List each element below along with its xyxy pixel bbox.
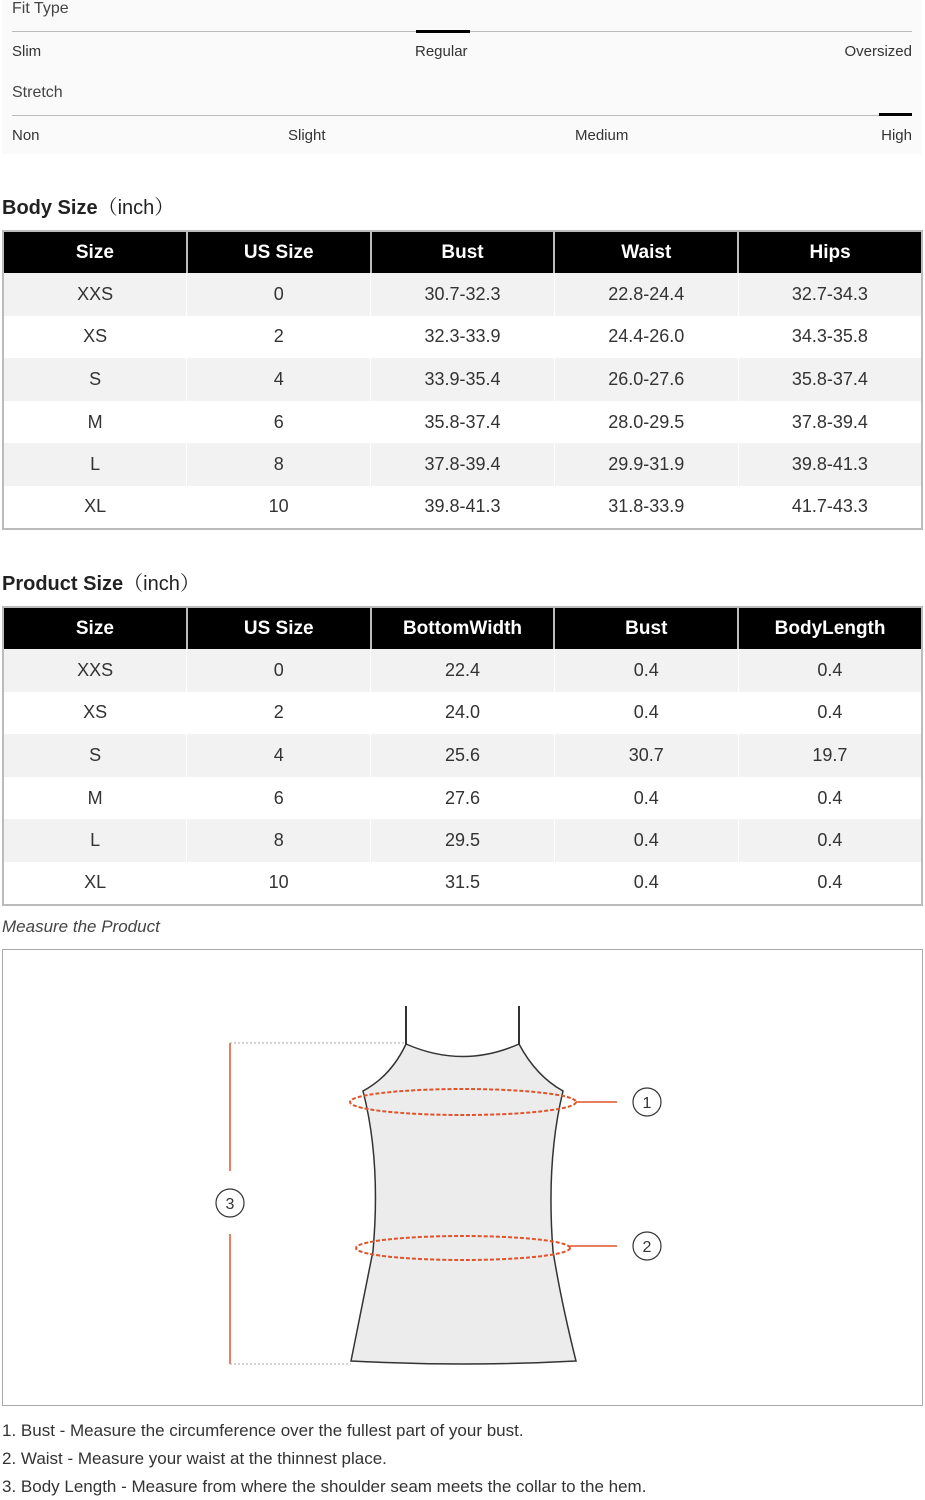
table-cell: 33.9-35.4 (371, 358, 555, 401)
marker-1-label: 1 (642, 1095, 652, 1112)
product-size-title: Product Size（inch） (2, 573, 200, 595)
table-cell: 35.8-37.4 (738, 358, 922, 401)
table-cell: 27.6 (371, 777, 555, 820)
table-cell: 8 (187, 819, 371, 862)
table-row (3, 862, 922, 905)
marker-3-label: 3 (225, 1196, 235, 1213)
column-header: BodyLength (738, 607, 922, 649)
table-row (3, 819, 922, 862)
column-header: US Size (187, 607, 371, 649)
table-cell: 37.8-39.4 (738, 401, 922, 444)
table-row (3, 358, 922, 401)
table-row (3, 777, 922, 820)
product-size-table (2, 606, 923, 906)
stretch-label: Stretch (12, 84, 63, 101)
measure-caption: Measure the Product (2, 917, 160, 936)
table-cell: 6 (187, 777, 371, 820)
table-cell: 0.4 (554, 862, 738, 905)
column-header: Size (3, 231, 187, 273)
table-cell: 24.0 (371, 692, 555, 735)
table-cell: 29.5 (371, 819, 555, 862)
table-cell: 0.4 (554, 777, 738, 820)
marker-2-label: 2 (642, 1239, 652, 1256)
body-size-title: Body Size（inch） (2, 197, 175, 219)
stretch-option: Medium (575, 127, 629, 144)
table-cell: M (3, 401, 187, 444)
table-row (3, 649, 922, 692)
table-cell: XXS (3, 273, 187, 316)
fit-type-label: Fit Type (12, 0, 69, 17)
table-cell: S (3, 734, 187, 777)
table-cell: 31.8-33.9 (554, 486, 738, 529)
table-row (3, 273, 922, 316)
note-length: 3. Body Length - Measure from where the shoulder seam meets the collar to the hem. (2, 1477, 647, 1496)
table-cell: 6 (187, 401, 371, 444)
table-row (3, 401, 922, 444)
table-cell: 19.7 (738, 734, 922, 777)
table-cell: 22.8-24.4 (554, 273, 738, 316)
column-header: Bust (554, 607, 738, 649)
table-cell: 2 (187, 692, 371, 735)
table-cell: XL (3, 862, 187, 905)
garment-diagram (3, 950, 923, 1406)
table-cell: 4 (187, 358, 371, 401)
table-cell: 10 (187, 862, 371, 905)
table-cell: L (3, 443, 187, 486)
table-cell: 0.4 (738, 862, 922, 905)
table-cell: 0.4 (738, 649, 922, 692)
fit-option: Regular (415, 43, 468, 60)
table-cell: 39.8-41.3 (371, 486, 555, 529)
table-cell: XS (3, 692, 187, 735)
table-row (3, 734, 922, 777)
table-cell: 24.4-26.0 (554, 316, 738, 359)
table-cell: 0 (187, 649, 371, 692)
table-cell: 22.4 (371, 649, 555, 692)
table-cell: 37.8-39.4 (371, 443, 555, 486)
table-cell: 0.4 (738, 692, 922, 735)
stretch-option: Slight (288, 127, 326, 144)
column-header: Waist (554, 231, 738, 273)
note-waist: 2. Waist - Measure your waist at the thinnest place. (2, 1449, 387, 1468)
table-cell: 0.4 (554, 649, 738, 692)
table-cell: 8 (187, 443, 371, 486)
table-cell: 0.4 (738, 777, 922, 820)
table-cell: 41.7-43.3 (738, 486, 922, 529)
table-cell: L (3, 819, 187, 862)
note-bust: 1. Bust - Measure the circumference over the fullest part of your bust. (2, 1421, 524, 1440)
header-row (3, 607, 922, 649)
fit-option: Slim (12, 43, 42, 60)
table-cell: 0.4 (738, 819, 922, 862)
table-cell: 10 (187, 486, 371, 529)
column-header: Size (3, 607, 187, 649)
table-cell: 0 (187, 273, 371, 316)
table-cell: 29.9-31.9 (554, 443, 738, 486)
table-cell: XL (3, 486, 187, 529)
table-cell: 35.8-37.4 (371, 401, 555, 444)
fit-stretch-panel (2, 0, 922, 154)
table-cell: XXS (3, 649, 187, 692)
stretch-option: Non (12, 127, 40, 144)
table-cell: S (3, 358, 187, 401)
stretch-track (12, 115, 912, 116)
table-cell: 0.4 (554, 819, 738, 862)
table-cell: 2 (187, 316, 371, 359)
table-cell: 34.3-35.8 (738, 316, 922, 359)
table-cell: 32.7-34.3 (738, 273, 922, 316)
table-cell: 28.0-29.5 (554, 401, 738, 444)
table-cell: 39.8-41.3 (738, 443, 922, 486)
table-cell: M (3, 777, 187, 820)
table-row (3, 486, 922, 529)
table-row (3, 316, 922, 359)
table-cell: 32.3-33.9 (371, 316, 555, 359)
stretch-option: High (881, 127, 912, 144)
stretch-indicator (879, 113, 912, 116)
table-cell: 0.4 (554, 692, 738, 735)
table-cell: 25.6 (371, 734, 555, 777)
table-cell: 30.7-32.3 (371, 273, 555, 316)
column-header: Hips (738, 231, 922, 273)
column-header: US Size (187, 231, 371, 273)
header-row (3, 231, 922, 273)
fit-option: Oversized (844, 43, 912, 60)
table-cell: 30.7 (554, 734, 738, 777)
body-size-table (2, 230, 923, 530)
table-row (3, 443, 922, 486)
measure-diagram (2, 949, 923, 1406)
table-cell: 31.5 (371, 862, 555, 905)
table-cell: 4 (187, 734, 371, 777)
table-cell: XS (3, 316, 187, 359)
table-row (3, 692, 922, 735)
fit-type-indicator (416, 30, 470, 33)
column-header: BottomWidth (371, 607, 555, 649)
column-header: Bust (371, 231, 555, 273)
table-cell: 26.0-27.6 (554, 358, 738, 401)
